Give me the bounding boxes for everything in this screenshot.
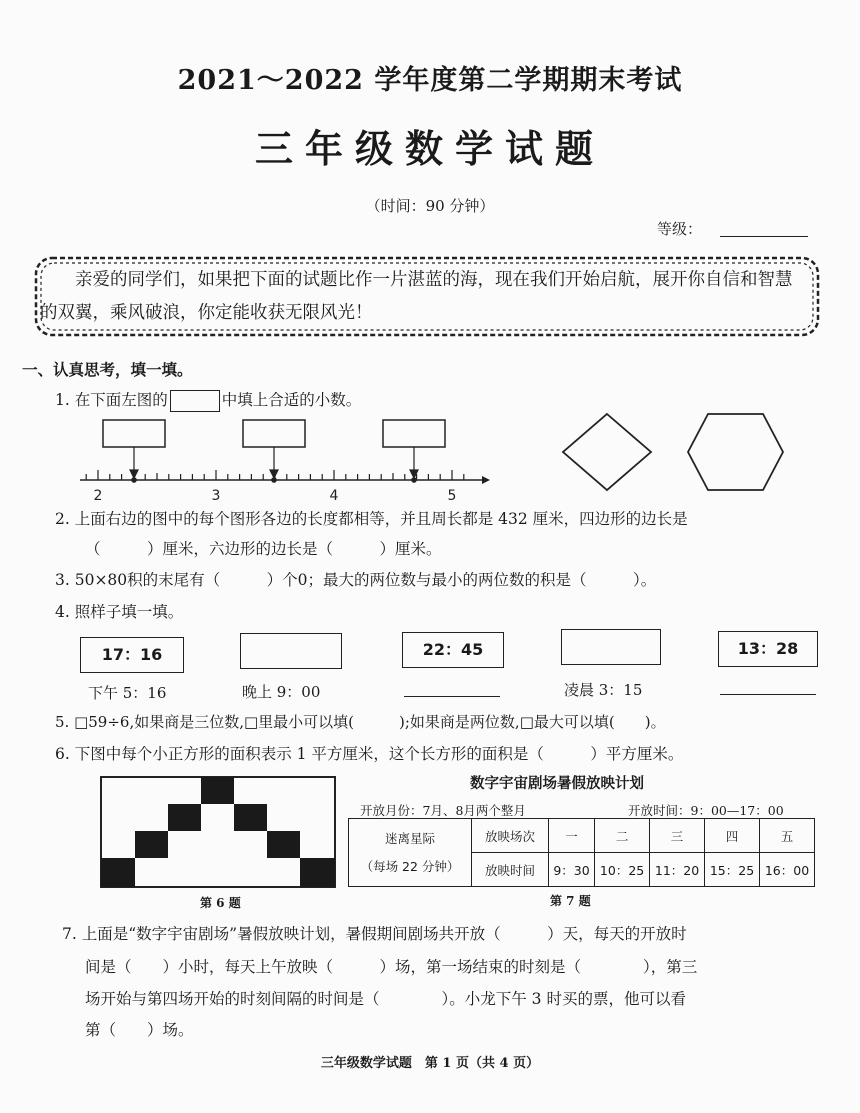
q7-schedule-table xyxy=(348,818,815,887)
time-3: 11：20 xyxy=(650,853,705,887)
clock-answer-line-3[interactable] xyxy=(404,696,500,697)
question-7-line2: 间是（ ）小时，每天上午放映（ ）场，第一场结束的时刻是（ ），第三 xyxy=(85,958,698,976)
session-5: 五 xyxy=(760,819,815,853)
page-footer: 三年级数学试题 第 1 页（共 4 页） xyxy=(320,1056,540,1071)
row-label-times: 放映时间 xyxy=(472,853,549,887)
shapes-figure xyxy=(555,410,795,494)
grade-blank xyxy=(720,236,808,237)
question-2-line2: （ ）厘米，六边形的边长是（ ）厘米。 xyxy=(85,540,442,558)
session-4: 四 xyxy=(705,819,760,853)
number-line xyxy=(80,418,490,506)
clock-box-5: 13：28 xyxy=(718,631,818,667)
q7-open-time: 开放时间：9：00—17：00 xyxy=(628,803,784,818)
question-2-line1: 2. 上面右边的图中的每个图形各边的长度都相等，并且周长都是 432 厘米，四边形的边长是 xyxy=(55,510,688,528)
session-3: 三 xyxy=(650,819,705,853)
row-label-sessions: 放映场次 xyxy=(472,819,549,853)
q6-grid-figure xyxy=(100,776,336,888)
movie-name: 迷离星际 xyxy=(384,830,435,846)
q7-open-months: 开放月份：7月、8月两个整月 xyxy=(360,803,526,818)
question-1 xyxy=(55,388,361,412)
q1-text-before: 1. 在下面左图的 xyxy=(55,391,168,409)
q6-caption: 第 6 题 xyxy=(200,896,241,910)
q1-text-after: 中填上合适的小数。 xyxy=(221,391,362,409)
notice-text: 亲爱的同学们，如果把下面的试题比作一片湛蓝的海，现在我们开始启航，展开你自信和智慧的双翼，乘风破浪，你定能收获无限风光！ xyxy=(40,270,793,323)
clock-box-4[interactable] xyxy=(561,629,661,665)
time-5: 16：00 xyxy=(760,853,815,887)
q7-caption: 第 7 题 xyxy=(550,894,591,908)
question-5: 5. □59÷6,如果商是三位数,□里最小可以填( );如果商是两位数,□最大可以填( )。 xyxy=(55,713,666,731)
tick-label-5: 5 xyxy=(447,488,457,504)
tick-label-2: 2 xyxy=(93,488,103,504)
answer-box-1[interactable] xyxy=(103,420,165,447)
tick-label-4: 4 xyxy=(329,488,339,504)
answer-boxes xyxy=(103,420,445,447)
paper-title: 三年级数学试题 xyxy=(254,126,605,171)
answer-box-2[interactable] xyxy=(243,420,305,447)
clock-box-3: 22：45 xyxy=(402,632,504,668)
question-7-line1: 7. 上面是“数字宇宙剧场”暑假放映计划，暑假期间剧场共开放（ ）天，每天的开放时 xyxy=(62,925,687,943)
session-1: 一 xyxy=(549,819,595,853)
exam-title: 2021～2022 学年度第二学期期末考试 xyxy=(177,65,683,96)
movie-cell xyxy=(349,819,472,887)
question-7-line4: 第（ ）场。 xyxy=(85,1021,194,1039)
answer-box-3[interactable] xyxy=(383,420,445,447)
clock-label-1: 下午 5：16 xyxy=(88,684,167,702)
grade-label: 等级： xyxy=(657,220,703,238)
time-4: 15：25 xyxy=(705,853,760,887)
question-4-title: 4. 照样子填一填。 xyxy=(55,603,184,621)
clock-label-2: 晚上 9：00 xyxy=(242,683,321,701)
table-row xyxy=(349,819,815,853)
rhombus-shape xyxy=(563,414,651,490)
tick-label-3: 3 xyxy=(211,488,221,504)
clock-box-1: 17：16 xyxy=(80,637,184,673)
question-6: 6. 下图中每个小正方形的面积表示 1 平方厘米，这个长方形的面积是（ ）平方厘米。 xyxy=(55,745,684,763)
clock-label-4: 凌晨 3：15 xyxy=(564,681,643,699)
time-1: 9：30 xyxy=(549,853,595,887)
clock-box-2[interactable] xyxy=(240,633,342,669)
q1-example-box xyxy=(170,390,220,412)
time-2: 10：25 xyxy=(595,853,650,887)
movie-duration: （每场 22 分钟） xyxy=(360,858,460,874)
section-heading: 一、认真思考，填一填。 xyxy=(22,360,193,379)
clock-answer-line-5[interactable] xyxy=(720,694,816,695)
hexagon-shape xyxy=(688,414,783,490)
q7-table-title: 数字宇宙剧场暑假放映计划 xyxy=(470,776,644,792)
session-2: 二 xyxy=(595,819,650,853)
question-7-line3: 场开始与第四场开始的时刻间隔的时间是（ ）。小龙下午 3 时买的票，他可以看 xyxy=(85,990,686,1008)
question-3: 3. 50×80积的末尾有（ ）个0；最大的两位数与最小的两位数的积是（ ）。 xyxy=(55,571,657,589)
exam-time: （时间：90 分钟） xyxy=(365,197,495,215)
